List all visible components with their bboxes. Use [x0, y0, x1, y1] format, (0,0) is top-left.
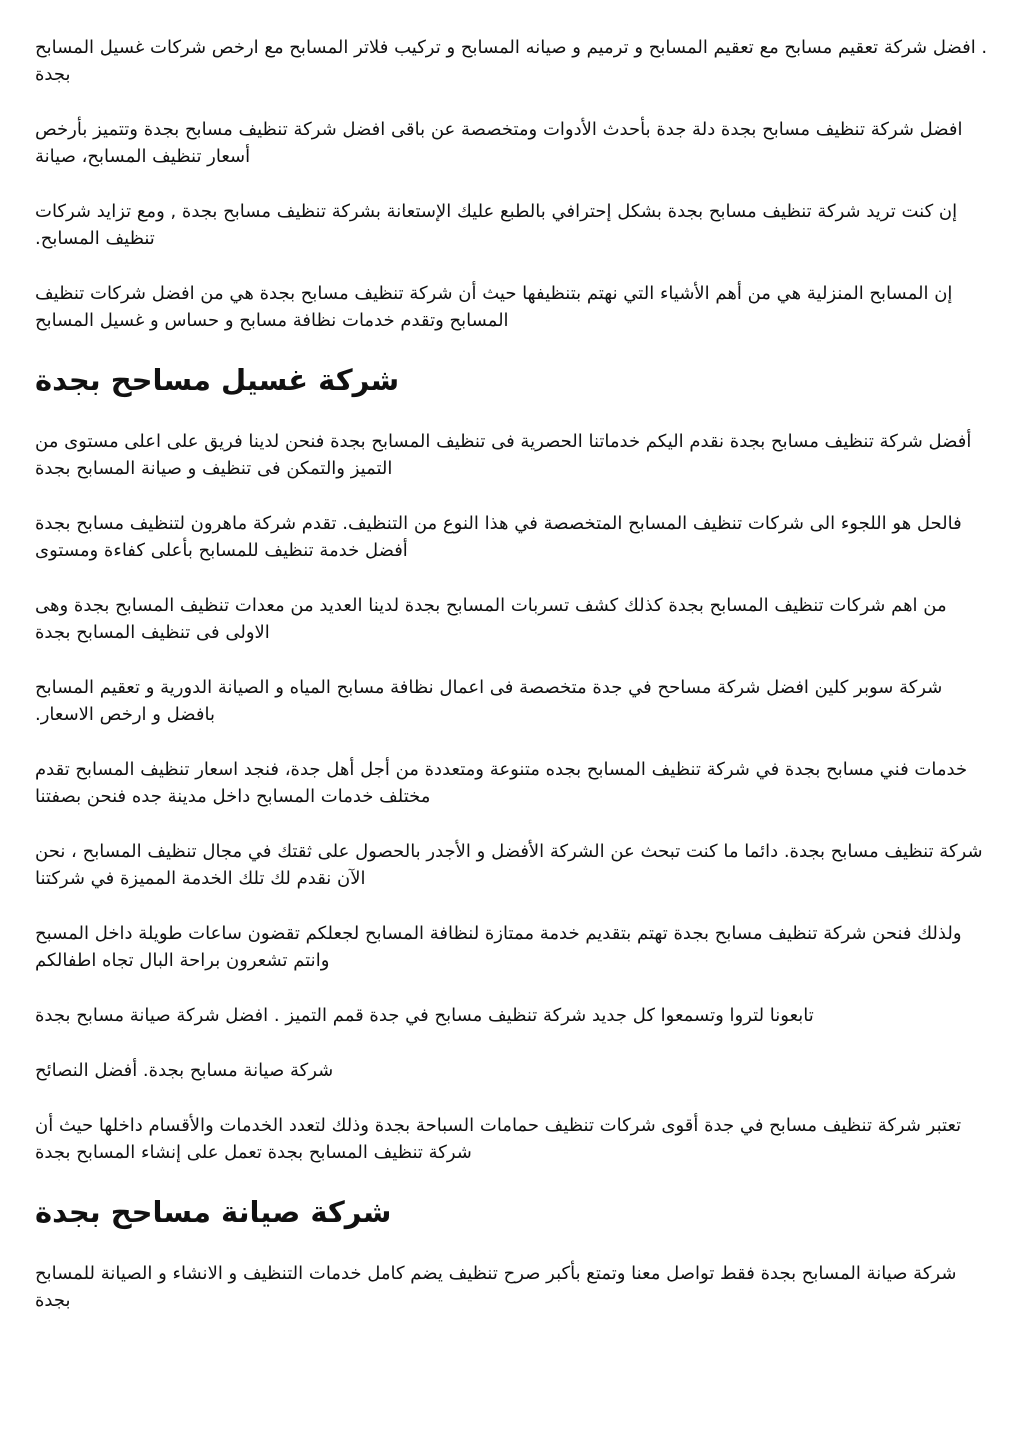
paragraph: إن المسابح المنزلية هي من أهم الأشياء التي نهتم بتنظيفها حيث أن شركة تنظيف مسابح بجدة هي من افضل شركات تنظيف المسابح وتقدم خدمات نظافة مسابح و حساس و غسيل المسابح	[35, 283, 953, 331]
paragraph: ولذلك فنحن شركة تنظيف مسابح بجدة تهتم بتقديم خدمة ممتازة لنظافة المسابح لجعلكم تقضون ساعات طويلة داخل المسبح وانتم تشعرون براحة البال تجاه اطفالكم	[35, 923, 962, 971]
paragraph: افضل شركة تنظيف مسابح بجدة دلة جدة بأحدث الأدوات ومتخصصة عن باقى افضل شركة تنظيف مسابح بجدة وتتميز بأرخص أسعار تنظيف المسابح، صيانة	[35, 119, 963, 167]
section-heading: شركة غسيل مساحح بجدة	[35, 363, 400, 397]
paragraph: شركة سوبر كلين افضل شركة مساحح في جدة متخصصة فى اعمال نظافة مسابح المياه و الصيانة الدورية و تعقيم المسابح بافضل و ارخص الاسعار.	[35, 677, 943, 725]
paragraph: فالحل هو اللجوء الى شركات تنظيف المسابح المتخصصة في هذا النوع من التنظيف. تقدم شركة ماهرون لتنظيف مسابح بجدة أفضل خدمة تنظيف للمسابح بأعلى كفاءة ومستوى	[35, 513, 962, 561]
paragraph: تعتبر شركة تنظيف مسابح في جدة أقوى شركات تنظيف حمامات السباحة بجدة وذلك لتعدد الخدمات والأقسام داخلها حيث أن شركة تنظيف المسابح بجدة تعمل على إنشاء المسابح بجدة	[35, 1115, 962, 1163]
paragraph: شركة صيانة المسابح بجدة فقط تواصل معنا وتمتع بأكبر صرح تنظيف يضم كامل خدمات التنظيف و الانشاء و الصيانة للمسابح بجدة	[35, 1263, 957, 1311]
paragraph: تابعونا لتروا وتسمعوا كل جديد شركة تنظيف مسابح في جدة قمم التميز . افضل شركة صيانة مسابح بجدة	[35, 1005, 814, 1026]
paragraph: إن كنت تريد شركة تنظيف مسابح بجدة بشكل إحترافي بالطبع عليك الإستعانة بشركة تنظيف مسابح بجدة , ومع تزايد شركات تنظيف المسابح.	[35, 201, 958, 249]
paragraph: شركة تنظيف مسابح بجدة. دائما ما كنت تبحث عن الشركة الأفضل و الأجدر بالحصول على ثقتك في مجال تنظيف المسابح ، نحن الآن نقدم لك تلك الخدمة المميزة في شركتنا	[35, 841, 983, 889]
paragraph: شركة صيانة مسابح بجدة. أفضل النصائح	[35, 1060, 334, 1081]
paragraph: أفضل شركة تنظيف مسابح بجدة نقدم اليكم خدماتنا الحصرية فى تنظيف المسابح بجدة فنحن لدينا فريق على اعلى مستوى من التميز والتمكن فى تنظيف و صيانة المسابح بجدة	[35, 431, 972, 479]
paragraph: من اهم شركات تنظيف المسابح بجدة كذلك كشف تسربات المسابح بجدة لدينا العديد من معدات تنظيف المسابح بجدة وهى الاولى فى تنظيف المسابح بجدة	[35, 595, 947, 643]
section-heading: شركة صيانة مساحح بجدة	[35, 1195, 392, 1229]
paragraph: خدمات فني مسابح بجدة في شركة تنظيف المسابح بجده متنوعة ومتعددة من أجل أهل جدة، فنجد اسعار تنظيف المسابح تقدم مختلف خدمات المسابح داخل مدينة جده فنحن بصفتنا	[35, 759, 968, 807]
paragraph: . افضل شركة تعقيم مسابح مع تعقيم المسابح و ترميم و صيانه المسابح و تركيب فلاتر المسابح مع ارخص شركات غسيل المسابح بجدة	[35, 37, 988, 85]
